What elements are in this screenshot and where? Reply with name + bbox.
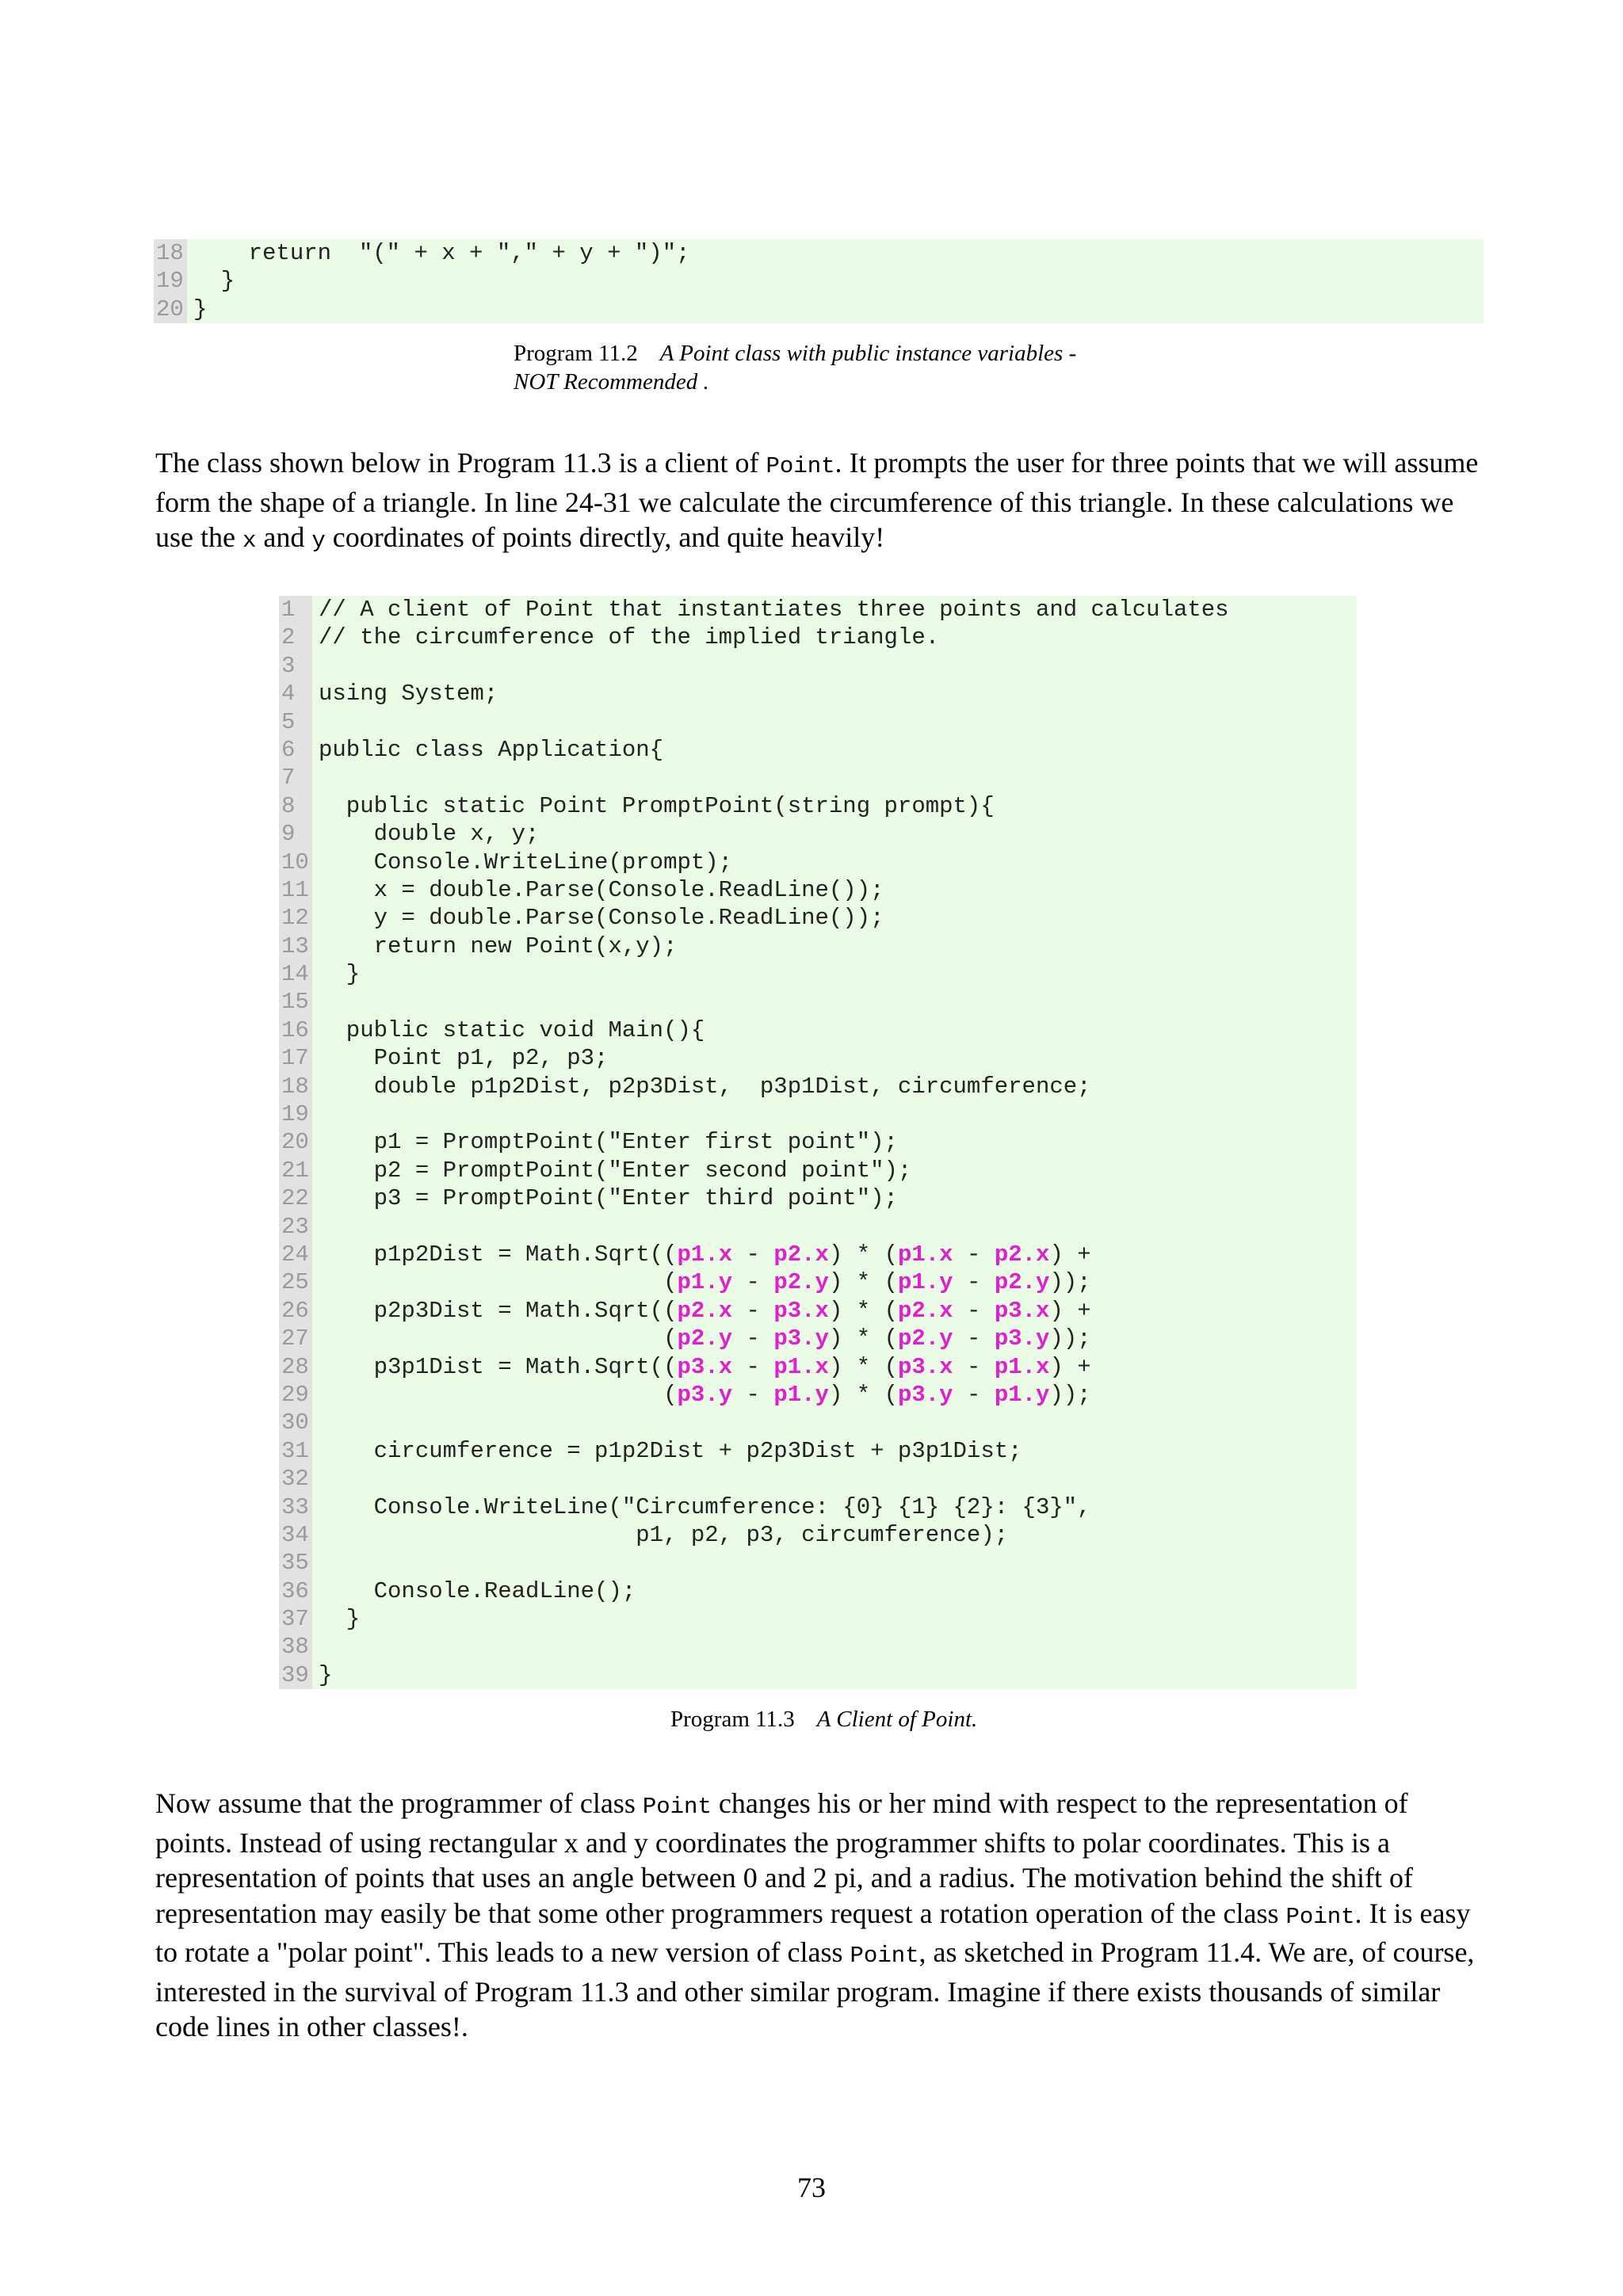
code-line <box>279 1184 1357 1212</box>
paragraph-1: The class shown below in Program 11.3 is a client of Point. It prompts the user for three points that we will assume form the shape of a triangle. In line 24-31 we calculate the circumference of this triangle. In these calculations we use the x and y coordinates of points directly, and quite heavily! <box>155 447 1479 554</box>
code-segment: - <box>953 1381 995 1408</box>
code-text: return new Point(x,y); <box>319 933 678 959</box>
code-segment: - <box>732 1297 774 1324</box>
code-segment: ) * ( <box>828 1381 898 1408</box>
code-text <box>312 1381 1091 1409</box>
code-text <box>312 652 319 680</box>
code-line <box>279 1661 1357 1689</box>
inline-code-point: Point <box>850 1943 919 1969</box>
code-line <box>279 1409 1357 1436</box>
line-number: 27 <box>279 1325 312 1352</box>
code-text: p3 = PromptPoint("Enter third point"); <box>319 1185 898 1212</box>
line-number: 18 <box>279 1073 312 1100</box>
line-number: 3 <box>279 652 312 680</box>
highlighted-code: p1.x <box>773 1353 829 1380</box>
line-number: 4 <box>279 680 312 707</box>
line-number: 32 <box>279 1465 312 1493</box>
line-number: 36 <box>279 1577 312 1605</box>
code-text: y = double.Parse(Console.ReadLine()); <box>319 905 884 932</box>
code-line <box>279 1016 1357 1044</box>
code-segment: - <box>732 1241 774 1268</box>
line-number: 34 <box>279 1521 312 1549</box>
code-text: double p1p2Dist, p2p3Dist, p3p1Dist, circumference; <box>319 1073 1091 1100</box>
highlighted-code: p3.y <box>897 1381 953 1408</box>
code-text <box>312 1325 1091 1352</box>
caption-number: Program 11.3 <box>670 1707 795 1732</box>
code-segment: )); <box>1049 1269 1091 1296</box>
caption-title: A Client of Point. <box>816 1707 978 1732</box>
code-segment: p3p1Dist = Math.Sqrt(( <box>319 1353 678 1380</box>
code-listing-main <box>279 596 1357 1689</box>
code-line <box>279 736 1357 764</box>
code-text <box>312 988 319 1016</box>
inline-code-point: Point <box>1285 1903 1355 1930</box>
code-text: } <box>319 961 361 988</box>
line-number: 12 <box>279 904 312 932</box>
code-text: double x, y; <box>319 821 540 848</box>
code-line <box>279 1437 1357 1465</box>
code-segment: ) + <box>1049 1353 1091 1380</box>
line-number: 24 <box>279 1241 312 1268</box>
code-text: // A client of Point that instantiates three points and calculates <box>319 597 1229 623</box>
highlighted-code: p2.x <box>994 1241 1050 1268</box>
code-line <box>154 296 1484 323</box>
highlighted-code: p3.y <box>994 1325 1050 1352</box>
highlighted-code: p2.y <box>677 1325 733 1352</box>
line-number: 20 <box>279 1128 312 1156</box>
code-text: p2 = PromptPoint("Enter second point"); <box>319 1157 912 1184</box>
code-line <box>279 1241 1357 1268</box>
line-number: 21 <box>279 1157 312 1184</box>
code-text: Console.WriteLine("Circumference: {0} {1} {2}: {3}", <box>319 1493 1091 1520</box>
code-line <box>279 1128 1357 1156</box>
line-number: 7 <box>279 764 312 791</box>
line-number: 17 <box>279 1044 312 1072</box>
line-number: 11 <box>279 876 312 904</box>
highlighted-code: p1.x <box>994 1353 1050 1380</box>
highlighted-code: p3.x <box>897 1353 953 1380</box>
code-text <box>312 1409 319 1436</box>
caption-program-11-2 <box>514 339 1076 396</box>
code-line <box>279 849 1357 876</box>
line-number: 19 <box>279 1100 312 1128</box>
highlighted-code: p1.x <box>897 1241 953 1268</box>
code-segment: ) + <box>1049 1297 1091 1324</box>
code-line <box>279 624 1357 651</box>
line-number: 20 <box>154 296 187 323</box>
code-line <box>279 1549 1357 1577</box>
line-number: 8 <box>279 792 312 820</box>
highlighted-code: p1.y <box>994 1381 1050 1408</box>
code-line <box>279 933 1357 960</box>
code-segment: ) * ( <box>828 1353 898 1380</box>
code-line <box>279 652 1357 680</box>
line-number: 31 <box>279 1437 312 1465</box>
caption-title-line1: A Point class with public instance variables - <box>659 341 1077 366</box>
line-number: 10 <box>279 849 312 876</box>
code-text <box>312 1241 1091 1268</box>
code-line <box>279 1353 1357 1381</box>
code-line <box>279 1297 1357 1325</box>
code-text: // the circumference of the implied triangle. <box>319 624 940 651</box>
line-number: 30 <box>279 1409 312 1436</box>
code-segment: p1p2Dist = Math.Sqrt(( <box>319 1241 678 1268</box>
paragraph-2: Now assume that the programmer of class Point changes his or her mind with respect to the representation of points. Instead of using rectangular x and y coordinates the programmer shifts to polar coordinates. This is a representation of points that uses an angle between 0 and 2 pi, and a radius. The motivation behind the shift of representation may easily be that some other programmers request a rotation operation of the class Point. It is easy to rotate a "polar point". This leads to a new version of class Point, as sketched in Program 11.4. We are, of course, interested in the survival of Program 11.3 and other similar program. Imagine if there exists thousands of similar code lines in other classes!. <box>155 1787 1475 2042</box>
code-segment: - <box>732 1353 774 1380</box>
code-segment: - <box>732 1325 774 1352</box>
caption-program-11-3 <box>670 1705 977 1733</box>
code-listing-top <box>154 239 1484 323</box>
line-number: 15 <box>279 988 312 1016</box>
code-line <box>279 988 1357 1016</box>
code-text: using System; <box>319 681 498 707</box>
code-text: } <box>193 296 208 322</box>
code-line <box>279 904 1357 932</box>
code-segment: ) * ( <box>828 1269 898 1296</box>
line-number: 2 <box>279 624 312 651</box>
highlighted-code: p3.y <box>773 1325 829 1352</box>
code-line <box>279 876 1357 904</box>
highlighted-code: p2.y <box>897 1325 953 1352</box>
line-number: 29 <box>279 1381 312 1409</box>
line-number: 18 <box>154 239 187 267</box>
line-number: 26 <box>279 1297 312 1325</box>
code-line <box>279 1213 1357 1241</box>
code-line <box>279 708 1357 736</box>
line-number: 37 <box>279 1605 312 1633</box>
code-text <box>312 1213 319 1241</box>
highlighted-code: p2.x <box>897 1297 953 1324</box>
code-line <box>279 1577 1357 1605</box>
code-text: } <box>319 1606 361 1633</box>
code-segment: - <box>732 1269 774 1296</box>
code-segment: - <box>732 1381 774 1408</box>
line-number: 16 <box>279 1016 312 1044</box>
code-segment: - <box>953 1297 995 1324</box>
code-line <box>279 1521 1357 1549</box>
code-line <box>279 1100 1357 1128</box>
code-line <box>279 1268 1357 1296</box>
inline-code-point: Point <box>766 453 835 479</box>
line-number: 1 <box>279 596 312 624</box>
code-text: return "(" + x + "," + y + ")"; <box>193 240 690 266</box>
highlighted-code: p3.x <box>773 1297 829 1324</box>
code-text: circumference = p1p2Dist + p2p3Dist + p3p1Dist; <box>319 1437 1022 1464</box>
code-segment: - <box>953 1325 995 1352</box>
line-number: 25 <box>279 1268 312 1296</box>
code-text <box>312 1100 319 1128</box>
code-line <box>279 1493 1357 1521</box>
code-line <box>279 1605 1357 1633</box>
line-number: 22 <box>279 1184 312 1212</box>
code-text: } <box>193 268 235 295</box>
code-segment: ( <box>319 1269 678 1296</box>
caption-title-line2: NOT Recommended . <box>514 369 709 395</box>
highlighted-code: p1.y <box>677 1269 733 1296</box>
caption-number: Program 11.2 <box>514 341 638 366</box>
highlighted-code: p1.y <box>773 1381 829 1408</box>
code-text <box>312 708 319 736</box>
code-line <box>279 596 1357 624</box>
code-line <box>279 1325 1357 1352</box>
line-number: 39 <box>279 1661 312 1689</box>
line-number: 6 <box>279 736 312 764</box>
code-line <box>279 1044 1357 1072</box>
code-text: x = double.Parse(Console.ReadLine()); <box>319 876 884 903</box>
code-segment: p2p3Dist = Math.Sqrt(( <box>319 1297 678 1324</box>
code-segment: ) * ( <box>828 1241 898 1268</box>
highlighted-code: p3.x <box>994 1297 1050 1324</box>
code-text <box>312 1633 319 1661</box>
highlighted-code: p2.x <box>773 1241 829 1268</box>
code-segment: - <box>953 1353 995 1380</box>
highlighted-code: p1.y <box>897 1269 953 1296</box>
code-line <box>279 1381 1357 1409</box>
line-number: 23 <box>279 1213 312 1241</box>
code-segment: )); <box>1049 1381 1091 1408</box>
code-segment: - <box>953 1241 995 1268</box>
code-line <box>279 820 1357 848</box>
code-text <box>312 1465 319 1493</box>
line-number: 28 <box>279 1353 312 1381</box>
page-number: 73 <box>797 2172 826 2203</box>
code-line <box>154 239 1484 267</box>
code-text: Console.WriteLine(prompt); <box>319 849 733 875</box>
line-number: 13 <box>279 933 312 960</box>
code-text: public static Point PromptPoint(string prompt){ <box>319 792 995 819</box>
code-segment: ) + <box>1049 1241 1091 1268</box>
highlighted-code: p1.x <box>677 1241 733 1268</box>
line-number: 14 <box>279 960 312 988</box>
code-text <box>312 1353 1091 1381</box>
line-number: 35 <box>279 1549 312 1577</box>
code-line <box>279 680 1357 707</box>
code-text: p1 = PromptPoint("Enter first point"); <box>319 1129 898 1156</box>
code-text: Console.ReadLine(); <box>319 1577 636 1604</box>
code-line <box>279 1465 1357 1493</box>
code-text <box>312 1268 1091 1296</box>
code-text: public class Application{ <box>319 736 664 763</box>
inline-code-point: Point <box>642 1794 712 1820</box>
code-text <box>312 1297 1091 1325</box>
code-line <box>279 764 1357 791</box>
code-line <box>154 267 1484 295</box>
highlighted-code: p3.x <box>677 1353 733 1380</box>
code-segment: ( <box>319 1325 678 1352</box>
code-text: } <box>319 1661 333 1688</box>
inline-code-x: x <box>242 528 257 554</box>
line-number: 19 <box>154 267 187 295</box>
code-text <box>312 1549 319 1577</box>
line-number: 33 <box>279 1493 312 1521</box>
code-line <box>279 1157 1357 1184</box>
highlighted-code: p3.y <box>677 1381 733 1408</box>
code-text <box>312 764 319 791</box>
line-number: 9 <box>279 820 312 848</box>
code-text: p1, p2, p3, circumference); <box>319 1521 1009 1548</box>
highlighted-code: p2.x <box>677 1297 733 1324</box>
code-text: public static void Main(){ <box>319 1016 705 1043</box>
code-segment: )); <box>1049 1325 1091 1352</box>
code-segment: ) * ( <box>828 1297 898 1324</box>
line-number: 5 <box>279 708 312 736</box>
code-line <box>279 1633 1357 1661</box>
highlighted-code: p2.y <box>994 1269 1050 1296</box>
code-segment: ( <box>319 1381 678 1408</box>
code-segment: ) * ( <box>828 1325 898 1352</box>
inline-code-y: y <box>311 528 326 554</box>
code-segment: - <box>953 1269 995 1296</box>
code-text: Point p1, p2, p3; <box>319 1045 609 1072</box>
code-line <box>279 1073 1357 1100</box>
highlighted-code: p2.y <box>773 1269 829 1296</box>
code-line <box>279 960 1357 988</box>
line-number: 38 <box>279 1633 312 1661</box>
code-line <box>279 792 1357 820</box>
